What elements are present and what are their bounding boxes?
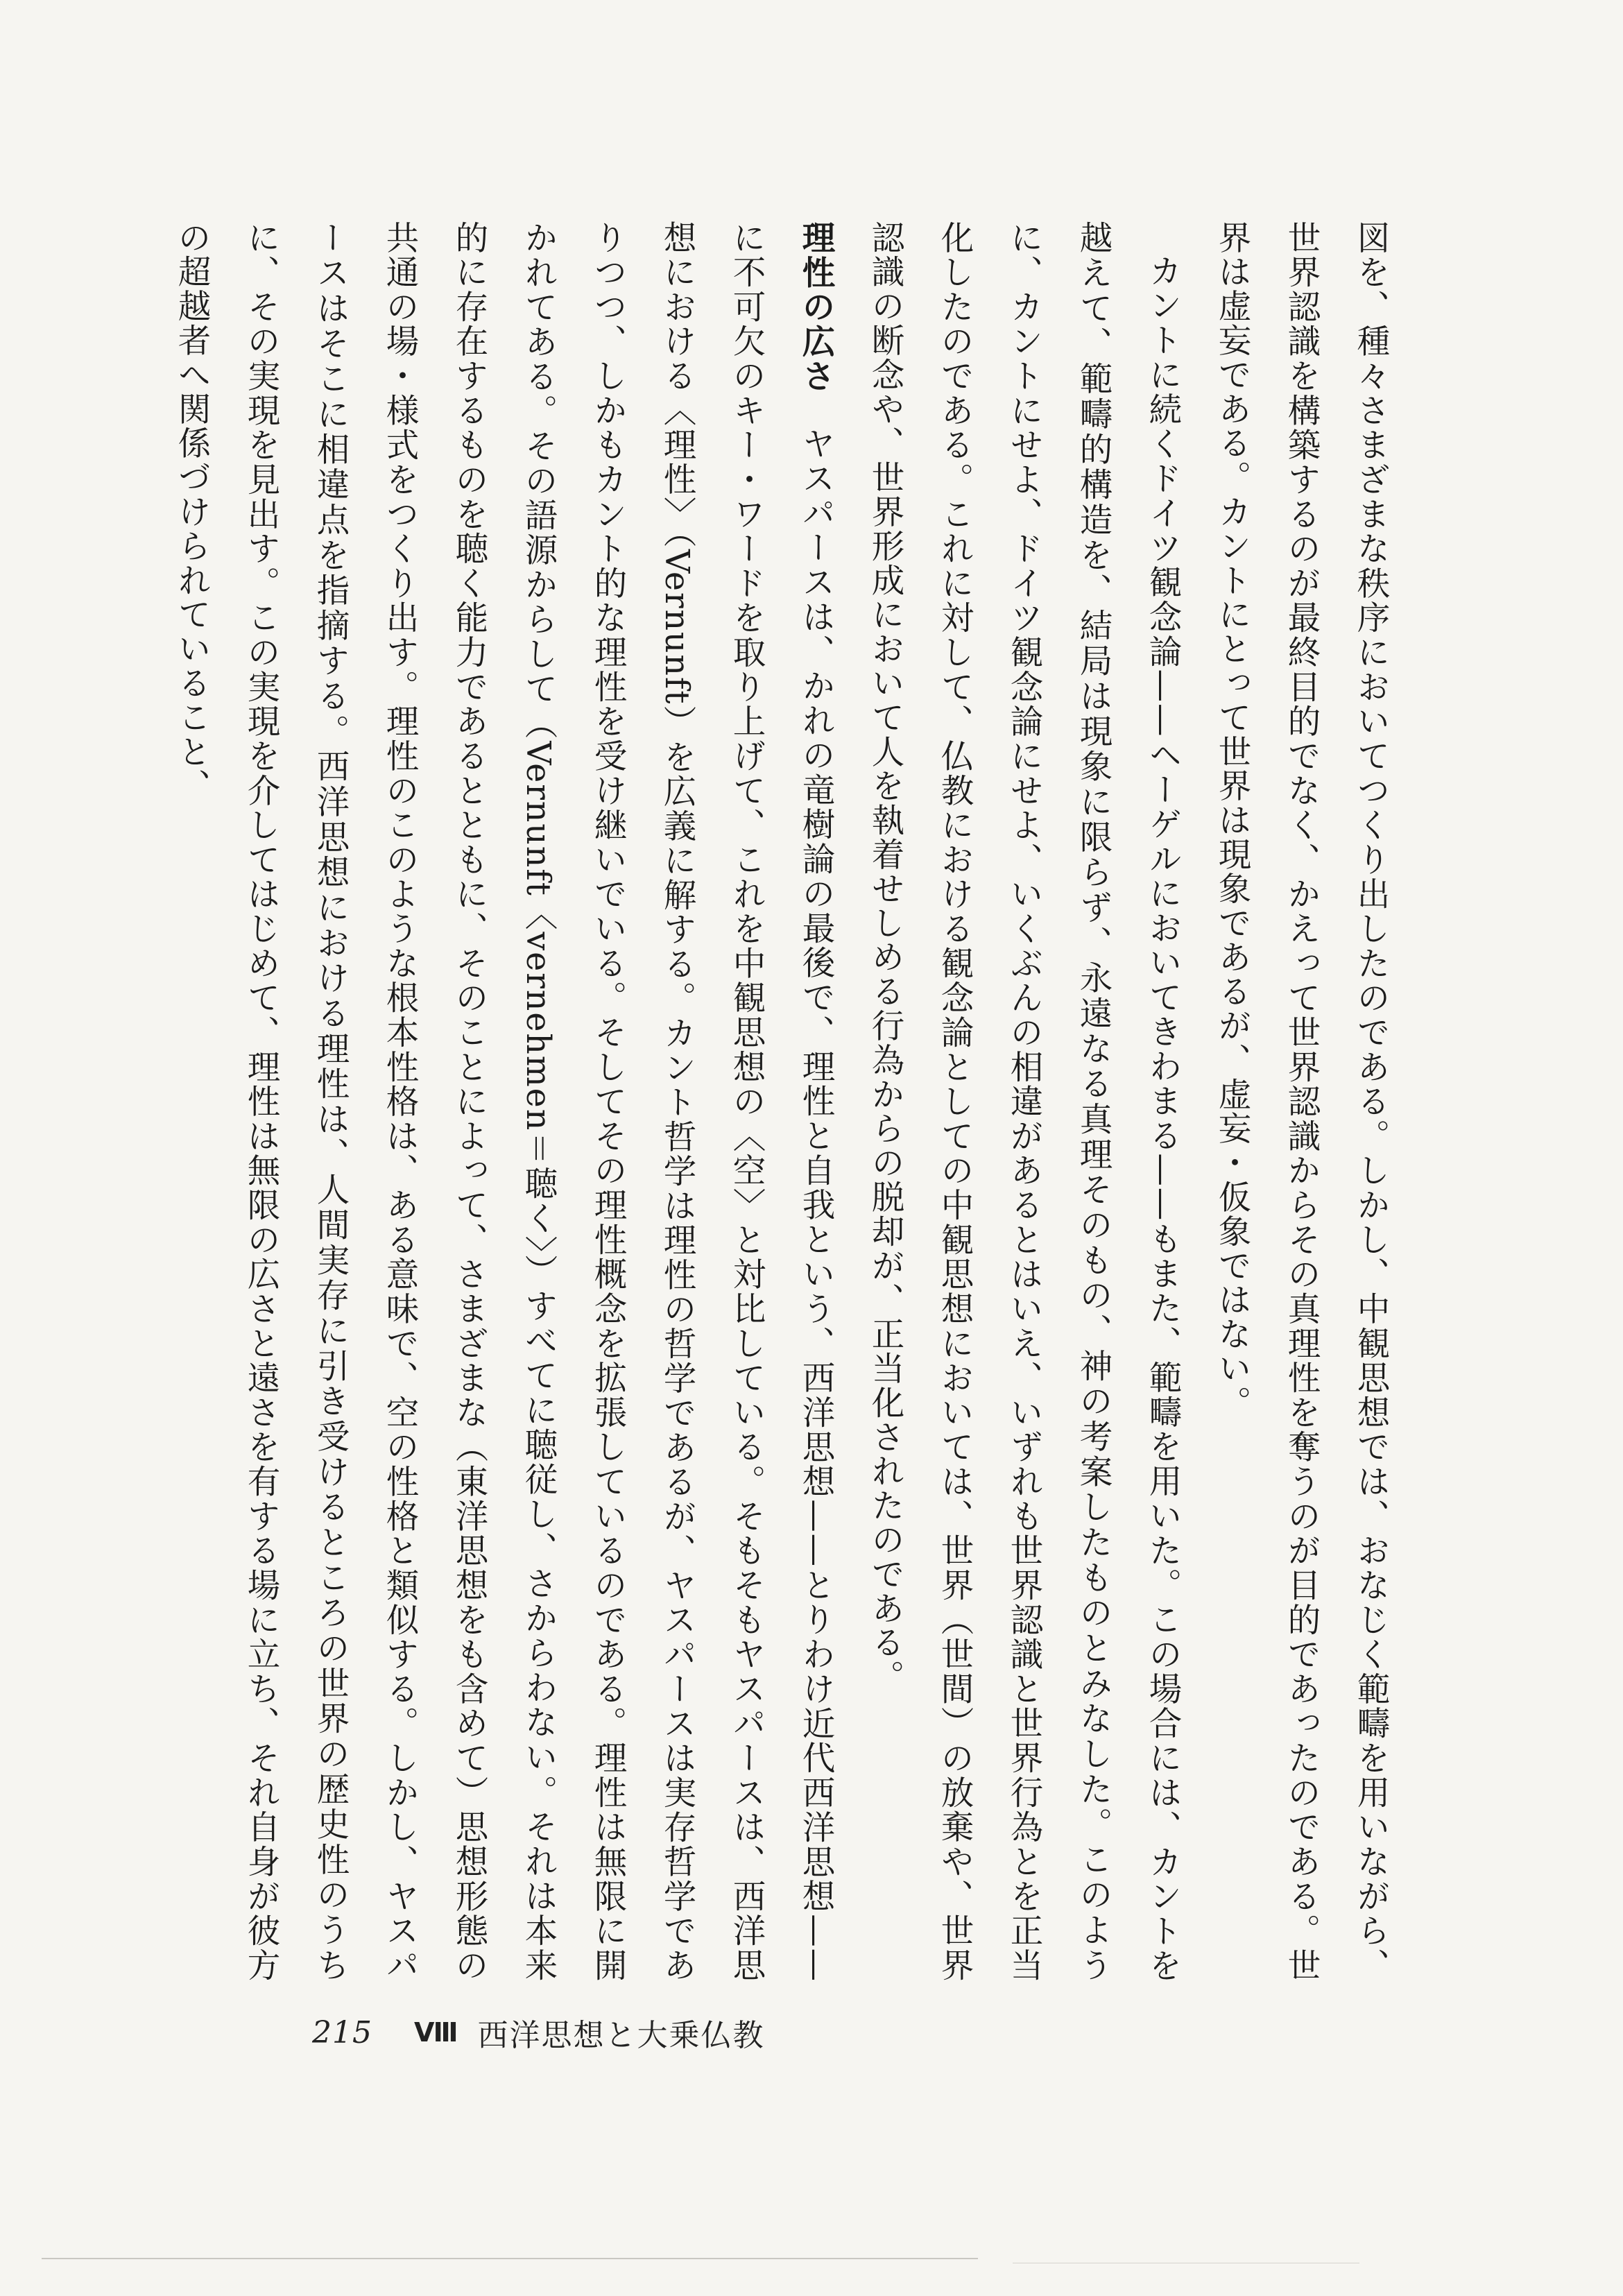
paragraph-2: カントに続くドイツ観念論——ヘーゲルにおいてきわまる——もまた、範疇を用いた。この場合には、カントを越えて、範疇的構造を、結局は現象に限らず、永遠なる真理そのもの、神の考案したものとみなした。このように、カントにせよ、ドイツ観念論にせよ、いくぶんの相違があるとはいえ、いずれも世界認識と世界行為とを正当化したのである。これに対して、仏教における観念論としての中観思想においては、世界（世間）の放棄や、世界認識の断念や、世界形成において人を執着せしめる行為からの脱却が、正当化されたのである。 — [866, 221, 1181, 1982]
paragraph-1: 図を、種々さまざまな秩序においてつくり出したのである。しかし、中観思想では、おなじく範疇を用いながら、世界認識を構築するのが最終目的でなく、かえって世界認識からその真理性を奪うのが目的であったのである。世界は虚妄である。カントにとって世界は現象であるが、虚妄・仮象ではない。 — [1212, 221, 1389, 1982]
chapter-title: 西洋思想と大乗仏教 — [477, 2018, 765, 2053]
chapter-number: Ⅷ — [413, 2017, 458, 2048]
section-heading: 理性の広さ — [796, 221, 834, 394]
paragraph-3-text: ヤスパースは、かれの竜樹論の最後で、理性と自我という、西洋思想——とりわけ近代西洋思想——に不可欠のキー・ワードを取り上げて、これを中観思想の〈空〉と対比している。そもそもヤスパースは、西洋思想における〈理性〉（Vernunft）を広義に解する。カント哲学は理性の哲学であるが、ヤスパースは実存哲学でありつつ、しかもカント的な理性を受け継いでいる。そしてその理性概念を拡張しているのである。理性は無限に開かれてある。その語源からして（Vernunft〈vernehmen＝聴く〉）すべてに聴従し、さからわない。それは本来的に存在するものを聴く能力であるとともに、そのことによって、さまざまな（東洋思想をも含めて）思想形態の共通の場・様式をつくり出す。理性のこのような根本性格は、ある意味で、空の性格と類似する。しかし、ヤスパースはそこに相違点を指摘する。西洋思想における理性は、人間実存に引き受けるところの世界の歴史性のうちに、その実現を見出す。この実現を介してはじめて、理性は無限の広さと遠さを有する場に立ち、それ自身が彼方の超越者へ関係づけられていること、 — [172, 221, 834, 1983]
paragraph-3 — [156, 221, 850, 1982]
vertical-text-block — [172, 221, 1405, 1983]
scan-edge-line — [42, 2258, 978, 2259]
page-number: 215 — [312, 2014, 372, 2050]
page-footer — [312, 2008, 765, 2057]
